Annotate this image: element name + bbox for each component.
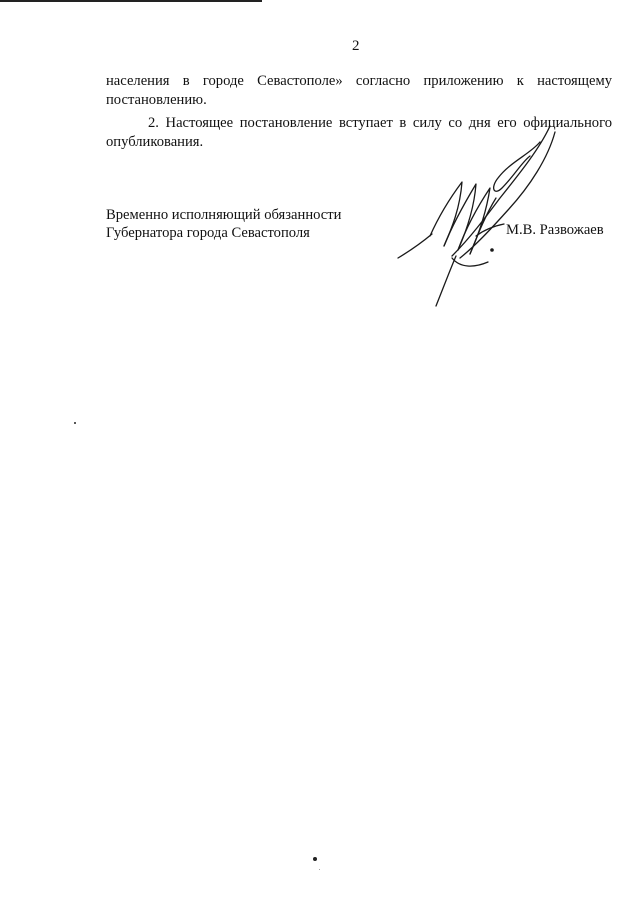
page-number: 2 — [352, 38, 360, 54]
paragraph-1 — [106, 72, 612, 110]
signatory-title-line-2: Губернатора города Севастополя — [106, 225, 310, 241]
paragraph-1-line-2: постановлению. — [106, 92, 207, 108]
paragraph-1-line-1: населения в городе Севастополе» согласно приложению к настоящему — [106, 73, 612, 89]
handwritten-signature — [390, 118, 580, 313]
paragraph-2-line-1: 2. Настоящее постановление вступает в силу со дня его официального — [148, 115, 612, 131]
scan-speck — [319, 869, 320, 870]
signatory-name: М.В. Развожаев — [506, 222, 604, 238]
scan-speck — [74, 422, 76, 424]
scan-speck — [313, 857, 317, 861]
paragraph-2-line-2: опубликования. — [106, 134, 204, 150]
signatory-title — [106, 206, 341, 242]
top-rule — [0, 0, 262, 2]
signatory-title-line-1: Временно исполняющий обязанности — [106, 207, 342, 223]
